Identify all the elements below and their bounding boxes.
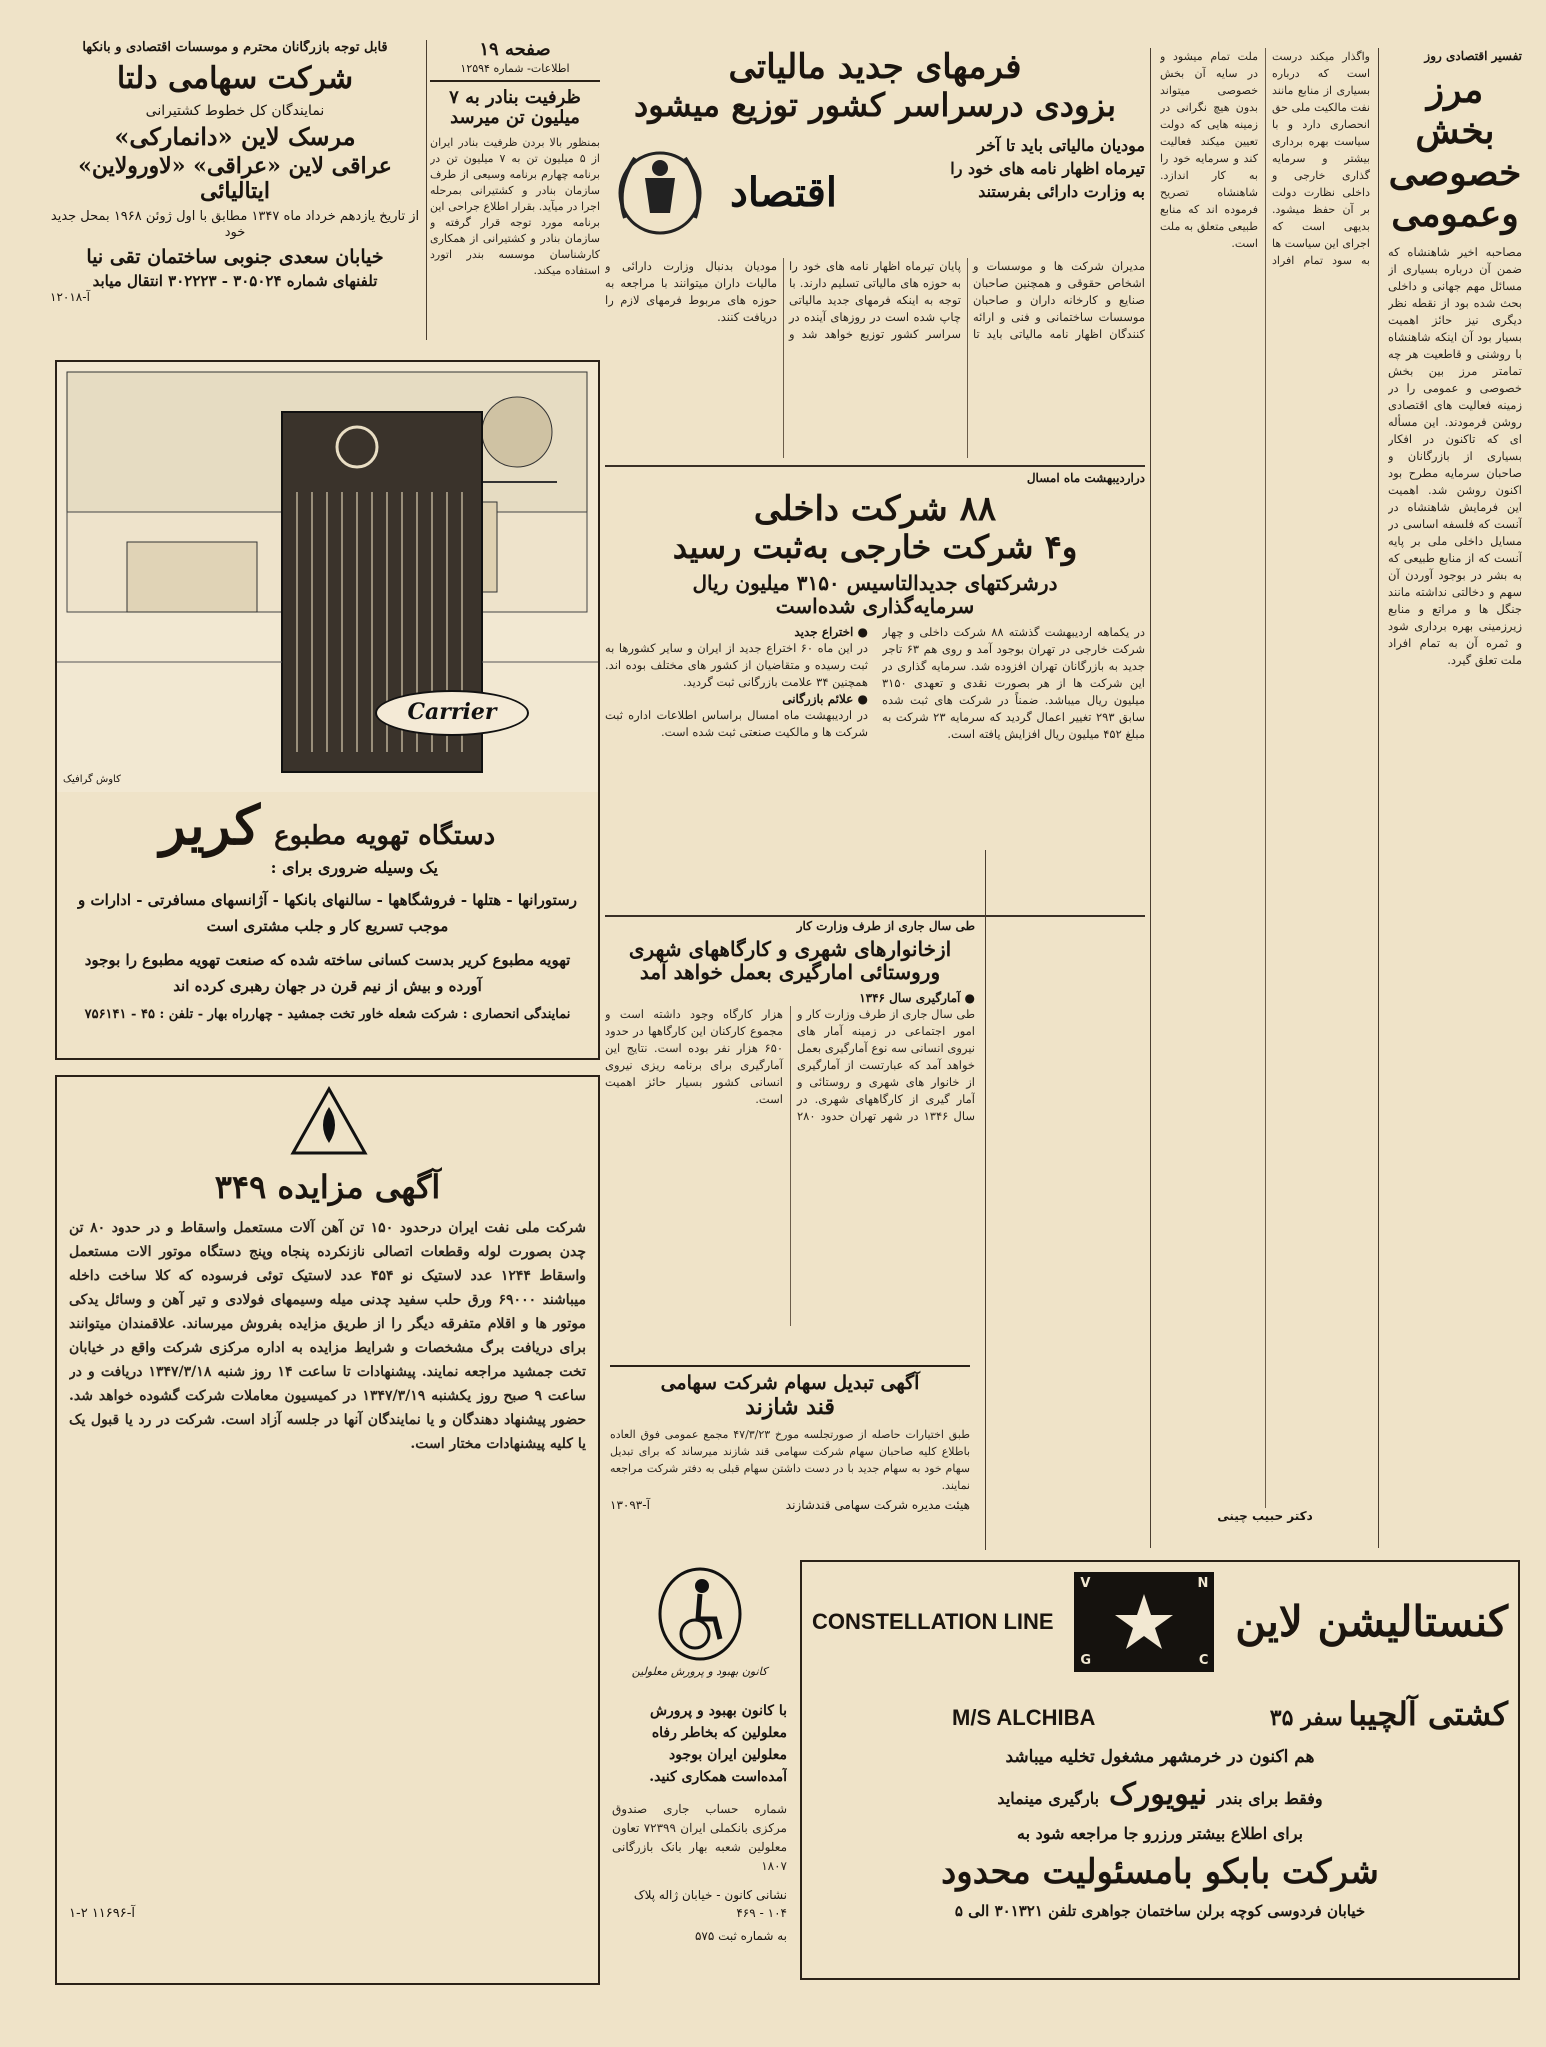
qand-title-2: قند شازند xyxy=(745,1393,835,1420)
delta-notice: قابل توجه بازرگانان محترم و موسسات اقتصادی و بانکها xyxy=(82,40,388,55)
reg-kicker: دراردیبهشت ماه امسال xyxy=(1026,471,1145,485)
page-number: صفحه ۱۹ xyxy=(479,40,551,60)
constellation-line-3: برای اطلاع بیشتر ورزرو جا مراجعه شود به xyxy=(1017,1823,1303,1843)
carrier-agent: نمایندگی انحصاری : شرکت شعله خاور تخت جمشید - چهارراه بهار - تلفن : ۴۵ - ۷۵۶۱۴۱ xyxy=(84,1007,571,1023)
delta-line-3: عراقی لاین «عراقی» «لاورولاین» ایتالیائی xyxy=(78,153,392,205)
kanoon-address: نشانی کانون - خیابان ژاله پلاک ۱۰۴ - ۴۶۹ xyxy=(633,1888,787,1920)
flag-letter-n: N xyxy=(1197,1576,1209,1591)
constellation-title-fa: کنستالیشن لاین xyxy=(1235,1596,1508,1646)
tax-forms-article xyxy=(605,48,1145,458)
private-sector-body: واگذار میکند درست است که درباره بسیاری از منابع مانند نفت مالکیت ملی حق انحصاری دارد و با سیاست بهره برداری بیشتر و سرمایه گذاری خارجی و داخلی نظارت دولت بر آن حفظ میشود. بدیهی است که اجرای این سیاست ها به سود تمام افراد ملت تمام میشود و در سایه آن بخش خصوصی میتواند بدون هیچ نگرانی در زمینه هایی که دولت تعیین میکند فعالیت کند و سرمایه خود را به کار اندازد. شاهنشاه تصریح فرموده اند که منابع طبیعی متعلق به ملت است. xyxy=(1160,50,1370,267)
port-capacity-article xyxy=(430,40,600,340)
stats-title-2: وروستائی امارگیری بعمل خواهد آمد xyxy=(639,960,941,984)
reg-invention-label: اختراع جدید xyxy=(794,624,854,639)
stats-sub xyxy=(605,990,975,1006)
ship-name-fa xyxy=(1270,1696,1508,1733)
qand-code: آ-۱۳۰۹۳ xyxy=(610,1498,650,1513)
economy-commentary xyxy=(1388,48,1522,1548)
stats-body: طی سال جاری از طرف وزارت کار و امور اجتماعی در زمینه آمار های نیروی انسانی سه نوع آمارگیری بعمل خواهد آمد که عبارتست از آمارگیری از خانوار های شهری و روستائی و آمار گیری از کارگاههای شهری. در سال ۱۳۴۶ در شهر تهران حدود ۲۸۰ هزار کارگاه وجود داشته است و مجموع کارکنان این کارگاهها در حدود ۶۵۰ هزار نفر بوده است. نتایج این آمارگیری برای برنامه ریزی نیروی انسانی کشور بسیار حائز اهمیت است. xyxy=(605,1007,975,1123)
qand-body: طبق اختیارات حاصله از صورتجلسه مورخ ۴۷/۳/۲۳ مجمع عمومی فوق العاده باطلاع کلیه صاحبان سهام شرکت سهامی قند شازند میرساند که برای تبدیل سهام خود به سهام جدید با در دست داشتن سهام قبلی به دفتر شرکت مراجعه نمایند. xyxy=(610,1428,970,1493)
delta-code: آ-۱۲۰۱۸ xyxy=(50,289,90,304)
carrier-title-1: دستگاه تهویه مطبوع xyxy=(274,821,496,851)
kanoon-charity-ad xyxy=(612,1560,787,1980)
nioc-logo-icon xyxy=(289,1085,369,1157)
section-rule xyxy=(605,465,1145,467)
delta-line-1: نمایندگان کل خطوط کشتیرانی xyxy=(145,102,325,119)
kanoon-body: شماره حساب جاری صندوق مرکزی بانکملی ایران ۷۲۳۹۹ تعاون معلولین شعبه بهار بانک بازرگانی ۱۸۰۷ xyxy=(612,1802,787,1873)
carrier-made: تهویه مطبوع کریر بدست کسانی ساخته شده که صنعت تهویه مطبوع را بوجود آورده و بیش از نیم قرن در جهان رهبری کرده اند xyxy=(84,951,571,996)
reg-body: در یکماهه اردیبهشت گذشته ۸۸ شرکت داخلی و چهار شرکت خارجی در تهران بوجود آمد و روی هم ۶۳ تاجر جدید به بازرگانان تهران افزوده شد. سرمایه گذاری در این شرکت ها از هر بصورت نقدی و تعهدی ۳۱۵۰ میلیون ریال میباشد. ضمناً در شرکت های ثبت شده سابق ۲۹۳ تغییر اعمال گردید که سرمایه ۲۳ شرکت به مبلغ ۴۵۲ میلیون ریال افزایش یافته است. xyxy=(882,624,1145,741)
reg-trademark-label: علائم بازرگانی xyxy=(782,691,854,706)
port-title-1: ظرفیت بنادر به ۷ xyxy=(449,86,581,108)
private-sector-signature: دکتر حبیب چینی xyxy=(1217,1509,1313,1523)
economy-title-1: مرز بخش xyxy=(1415,69,1495,153)
reg-sub-trademark xyxy=(605,691,868,707)
flag-letter-c: C xyxy=(1198,1653,1209,1668)
port-name: نیویورک xyxy=(1109,1776,1208,1812)
delta-line-4: از تاریخ یازدهم خرداد ماه ۱۳۴۷ مطابق با اول ژوئن ۱۹۶۸ بمحل جدید خود xyxy=(50,208,420,240)
voyage: سفر ۳۵ xyxy=(1269,1705,1343,1731)
carrier-brand xyxy=(375,690,529,736)
carrier-artist: کاوش گرافیک xyxy=(63,774,121,785)
line-2b: بارگیری مینماید xyxy=(997,1788,1100,1808)
section-rule xyxy=(605,915,1145,917)
company-registration-article xyxy=(605,470,1145,910)
reg-sub-2: سرمایه‌گذاری شده‌است xyxy=(775,593,975,618)
auction-body: شرکت ملی نفت ایران درحدود ۱۵۰ تن آهن آلات مستعمل واسقاط و در حدود ۸۰ تن چدن بصورت لوله وقطعات اتصالی نازنکرده پنجاه وپنج دستگاه موتور الات مستعمل واسقاط ۱۲۴۴ عدد لاستیک نو ۴۵۴ عدد لاستیک توئی فرسوده که کلا ساخت داخله میباشند ۶۹۰۰۰ ورق حلب سفید چدنی میله وسیمهای فولادی و تیر آهن و وسائل یدکی موتور ها و اقلام متفرقه دیگر را از طریق مزایده بفروش میرساند. علاقمندان میتوانند برای دریافت برگ مشخصات و شرایط مزایده به اداره مرکزی شرکت واقع در خیابان تخت جمشید مراجعه نمایند. پیشنهادات تا ساعت ۱۴ روز شنبه ۱۳۴۷/۳/۱۸ دریافت و در ساعت ۹ صبح روز یکشنبه ۱۳۴۷/۳/۱۹ در کمیسیون معاملات شرکت گشوده خواهد شد. حضور پیشنهاد دهندگان و یا نمایندگان آنها در جلسه آزاد است. شرکت در رد یا قبول یک یا کلیه پیشنهادات مختار است. xyxy=(69,1219,586,1452)
delta-address: خیابان سعدی جنوبی ساختمان تقی نیا xyxy=(86,245,384,268)
ship-fa: کشتی آلچیبا xyxy=(1348,1695,1508,1733)
auction-title: آگهی مزایده ۳۴۹ xyxy=(214,1168,441,1206)
kanoon-logo-caption: کانون بهبود و پرورش معلولین xyxy=(631,1665,768,1678)
paper-issue: اطلاعات- شماره ۱۲۵۹۴ xyxy=(430,61,600,82)
carrier-brand-text: Carrier xyxy=(407,699,497,725)
delta-name: شرکت سهامی دلتا xyxy=(116,61,354,96)
bullet-icon: ● xyxy=(853,691,868,706)
economy-kicker: تفسیر اقتصادی روز xyxy=(1424,49,1522,63)
stats-title-1: ازخانوارهای شهری و کارگاههای شهری xyxy=(628,937,952,961)
tax-lead: مودیان مالیاتی باید تا آخر تیرماه اظهار نامه های خود را به وزارت دارائی بفرستند xyxy=(950,135,1145,201)
line-2a: وفقط برای بندر xyxy=(1217,1788,1323,1808)
carrier-ad xyxy=(55,360,600,1060)
reg-body-2: در این ماه ۶۰ اختراع جدید از ایران و سایر کشورها به ثبت رسیده و متقاضیان از کشور های مختلف بوده اند. همچنین ۳۴ علامت بازرگانی ثبت گردید. xyxy=(605,640,868,689)
bullet-icon: ● xyxy=(960,991,975,1005)
kanoon-registration: به شماره ثبت ۵۷۵ xyxy=(694,1929,787,1943)
carrier-title xyxy=(57,794,598,856)
reg-sub-invention xyxy=(605,624,868,640)
constellation-line-ad xyxy=(800,1560,1520,1980)
reg-title-2: و۴ شرکت خارجی به‌ثبت رسید xyxy=(672,528,1078,567)
reg-sub-1: درشرکتهای جدیدالتاسیس ۳۱۵۰ میلیون ریال xyxy=(692,570,1058,595)
column-rule xyxy=(985,850,986,1550)
tax-title-2: بزودی درسراسر کشور توزیع میشود xyxy=(633,86,1117,125)
carrier-uses: رستورانها - هتلها - فروشگاهها - سالنهای بانکها - آژانسهای مسافرتی - ادارات و موجب تسریع کار و جلب مشتری است xyxy=(78,891,577,936)
stats-kicker: طی سال جاری از طرف وزارت کار xyxy=(796,919,975,933)
constellation-line-1: هم اکنون در خرمشهر مشغول تخلیه میباشد xyxy=(1005,1746,1315,1767)
carrier-title-2: کریر xyxy=(159,793,261,857)
economy-body: مصاحبه اخیر شاهنشاه که ضمن آن درباره بسیاری از مسائل مهم جهانی و داخلی بحث شده بود از نقطه نظر دیگری نیز حائز اهمیت بسیار بود آن اینکه شاهنشاه با روشنی و قاطعیت هر چه تمامتر مرز بین بخش خصوصی و عمومی را در زمینه فعالیت های اقتصادی روشن فرمودند. این مسأله ای که تاکنون در افکار بسیاری از بازرگانان و صاحبان سرمایه مطرح بود اکنون روشن شد. اهمیت این فرمایش شاهنشاه در آنست که فلسفه اساسی در مسایل داخلی ملی بر پایه آنست که از منابع طبیعی که به بشر در بوجود آوردن آن سهم و دخالتی نداشته مانند جنگل ها و مراتع و منابع زیرزمینی بهره برداری شود و ثمره آن به تمام افراد ملت تعلق گیرد. xyxy=(1388,244,1522,667)
star-icon xyxy=(1074,1572,1214,1672)
economy-title-2: خصوصی xyxy=(1388,151,1522,194)
qand-sign: هیئت مدیره شرکت سهامی قندشازند xyxy=(785,1498,970,1513)
statistics-article xyxy=(605,918,975,1358)
column-rule xyxy=(1378,48,1379,1548)
tax-logo xyxy=(605,134,925,254)
oil-auction-ad xyxy=(55,1075,600,1985)
constellation-company: شرکت بابکو بامسئولیت محدود xyxy=(941,1851,1379,1892)
economy-title-3: وعمومی xyxy=(1391,193,1519,236)
constellation-address: خیابان فردوسی کوچه برلن ساختمان جواهری تلفن ۳۰۱۳۲۱ الی ۵ xyxy=(954,1901,1366,1920)
column-rule xyxy=(426,40,427,340)
port-body: بمنظور بالا بردن ظرفیت بنادر ایران از ۵ میلیون تن به ۷ میلیون تن در برنامه چهارم برنامه وسیعی از طرف سازمان بنادر و کشتیرانی بمرحله اجرا در میآید. بقرار اطلاع جراحی این برنامه مورد توجه قرار گرفته و سازمان بنادر و کشتیرانی از همکاری کارشناسان موسسه بندر اتورد استفاده میکند. xyxy=(430,136,600,278)
flag-letter-g: G xyxy=(1080,1653,1092,1668)
auction-code: آ-۱۱۶۹۶ ۲-۱ xyxy=(69,1905,136,1921)
constellation-flag xyxy=(1074,1572,1214,1672)
carrier-illustration xyxy=(57,362,598,792)
tax-body: مدیران شرکت ها و موسسات و اشخاص حقوقی و همچنین صاحبان صنایع و کارخانه داران و صاحبان موسسات ساختمانی و فنی و ارائه کنندگان اظهار نامه مالیاتی باید تا پایان تیرماه اظهار نامه های خود را به حوزه های مالیاتی تسلیم دارند. با توجه به اینکه فرمهای جدید مالیاتی چاپ شده است در روزهای آینده در سراسر کشور توزیع خواهد شد و مودیان بدنبال وزارت دارائی و مالیات داران میتوانند با مراجعه به حوزه های مربوط فرمهای لازم را دریافت کنند. xyxy=(605,258,1145,341)
kanoon-title: با کانون بهبود و پرورش معلولین که بخاطر رفاه معلولین ایران بوجود آمده‌است همکاری کنید. xyxy=(649,1703,787,1785)
wreath-logo-icon xyxy=(605,138,715,248)
column-rule xyxy=(1150,48,1151,1548)
wheelchair-logo-icon xyxy=(640,1564,760,1664)
constellation-title-en: CONSTELLATION LINE xyxy=(812,1609,1054,1635)
delta-tel: تلفنهای شماره ۳۰۵۰۲۴ - ۳۰۲۲۲۳ انتقال میابد xyxy=(92,271,378,290)
reg-title-1: ۸۸ شرکت داخلی xyxy=(753,489,997,529)
delta-line-2: مرسک لاین «دانمارکی» xyxy=(114,121,356,151)
stats-sub-label: آمارگیری سال ۱۳۴۶ xyxy=(859,991,961,1005)
flag-letter-v: V xyxy=(1080,1576,1091,1591)
private-sector-article xyxy=(1160,48,1370,1548)
qand-title-1: آگهی تبدیل سهام شرکت سهامی xyxy=(660,1372,920,1394)
port-title-2: میلیون تن میرسد xyxy=(450,107,580,129)
tax-title-1: فرمهای جدید مالیاتی xyxy=(728,48,1022,87)
bullet-icon: ● xyxy=(853,624,868,639)
ship-name-en: M/S ALCHIBA xyxy=(952,1705,1096,1730)
reg-body-3: در اردیبهشت ماه امسال براساس اطلاعات اداره ثبت شرکت ها و مالکیت صنعتی ثبت شده است. xyxy=(605,707,868,739)
carrier-tagline: یک وسیله ضروری برای : xyxy=(270,858,438,878)
qand-shazand-notice xyxy=(610,1365,970,1545)
delta-shipping-ad xyxy=(50,40,420,340)
tax-logo-text: اقتصاد xyxy=(730,168,837,216)
constellation-line-2 xyxy=(812,1777,1508,1812)
